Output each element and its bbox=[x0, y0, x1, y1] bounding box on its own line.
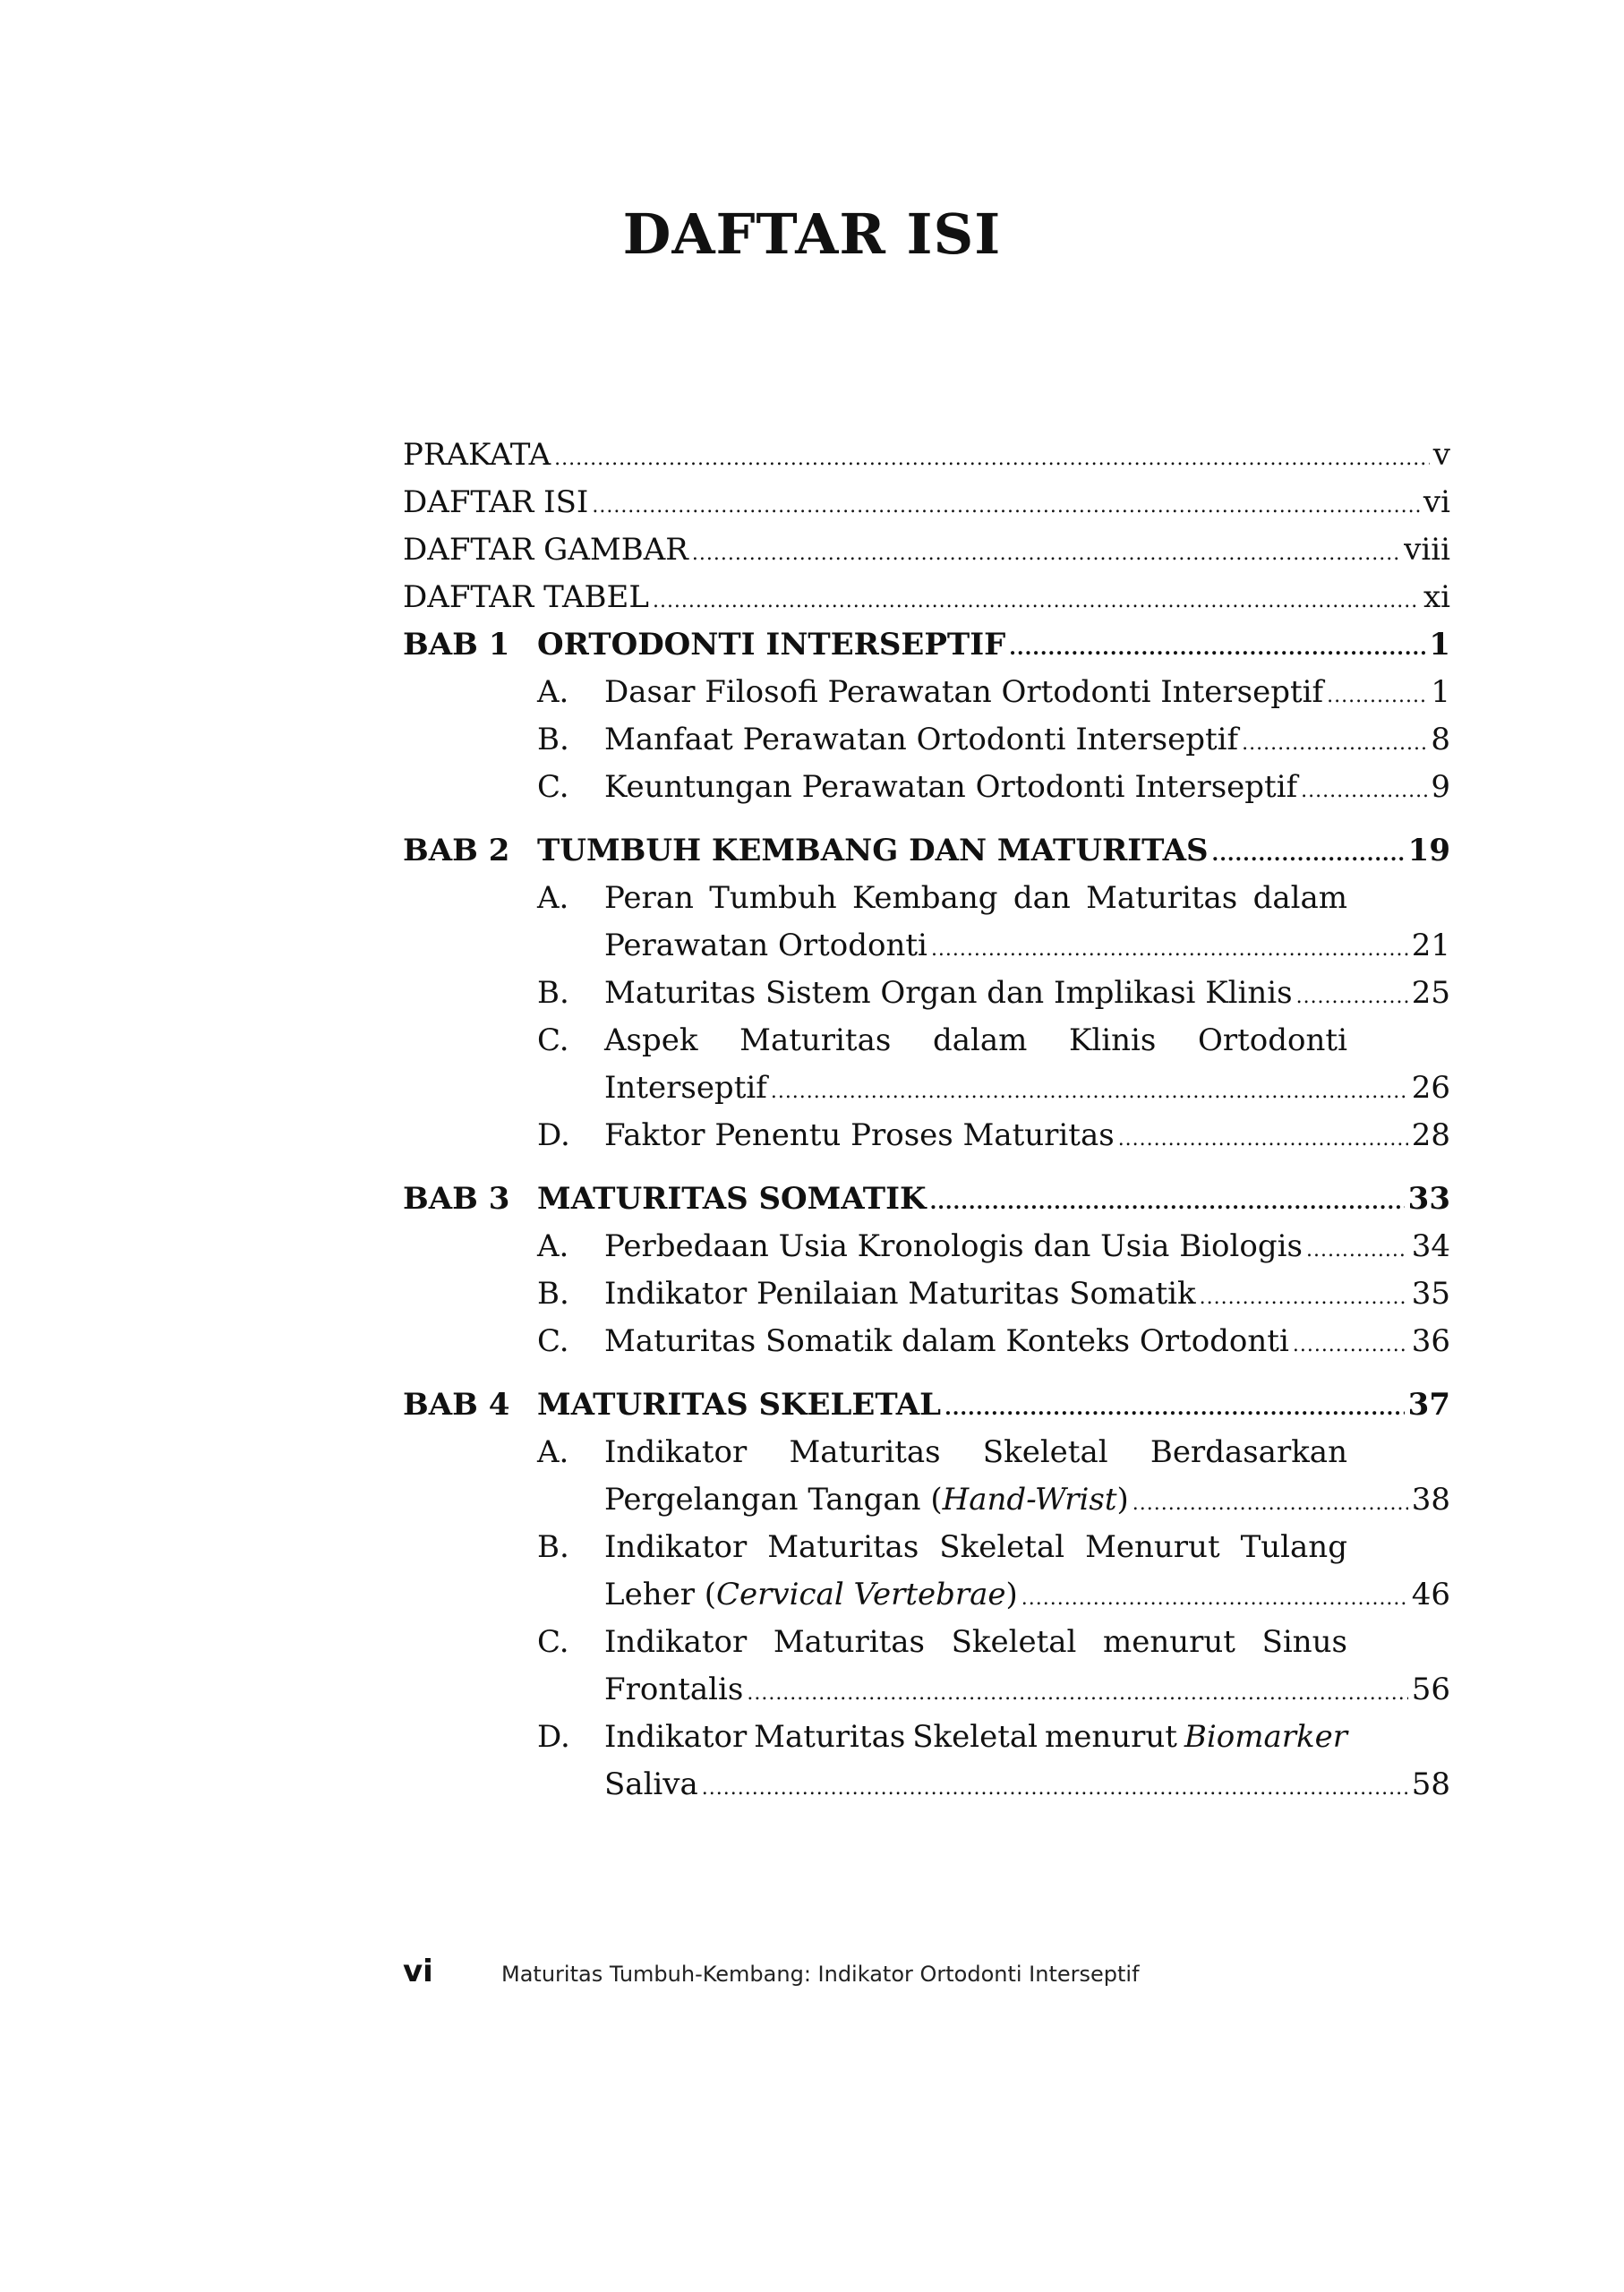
toc-section[interactable] bbox=[403, 1228, 1450, 1276]
section-letter: A. bbox=[537, 674, 569, 710]
chapter-number: BAB 1 bbox=[403, 627, 510, 663]
section-letter: B. bbox=[537, 975, 569, 1011]
section-page: 21 bbox=[1411, 928, 1450, 963]
dot-leader bbox=[747, 1682, 1407, 1705]
dot-leader bbox=[1242, 732, 1427, 755]
section-page: 25 bbox=[1411, 975, 1450, 1011]
dot-leader bbox=[592, 495, 1420, 517]
chapter-page: 37 bbox=[1407, 1387, 1450, 1423]
section-page: 1 bbox=[1431, 674, 1450, 710]
toc-entry-label: DAFTAR ISI bbox=[403, 484, 589, 520]
toc-section[interactable] bbox=[403, 722, 1450, 769]
dot-leader bbox=[692, 543, 1400, 565]
dot-leader bbox=[702, 1777, 1408, 1800]
section-title-line2: Perawatan Ortodonti bbox=[604, 928, 927, 963]
toc-entry-label: DAFTAR GAMBAR bbox=[403, 532, 688, 568]
dot-leader bbox=[1306, 1239, 1408, 1261]
toc-entry-label: DAFTAR TABEL bbox=[403, 579, 649, 615]
dot-leader bbox=[1212, 842, 1405, 866]
toc-section-cont[interactable] bbox=[403, 1070, 1450, 1117]
section-letter: A. bbox=[537, 1228, 569, 1264]
toc-section-cont[interactable] bbox=[403, 1672, 1450, 1719]
toc-section-cont[interactable] bbox=[403, 1577, 1450, 1624]
toc-section-cont[interactable] bbox=[403, 1482, 1450, 1529]
toc-entry-page: v bbox=[1432, 437, 1450, 473]
chapter-title: MATURITAS SOMATIK bbox=[537, 1181, 927, 1217]
dot-leader bbox=[930, 1191, 1405, 1214]
page-footer bbox=[403, 1954, 1388, 1989]
dot-leader bbox=[1293, 1334, 1408, 1356]
section-title-line2: Frontalis bbox=[604, 1672, 744, 1707]
toc-section[interactable] bbox=[403, 880, 1450, 928]
dot-leader bbox=[944, 1397, 1405, 1420]
dot-leader bbox=[1327, 685, 1427, 707]
section-page: 36 bbox=[1411, 1323, 1450, 1359]
toc-section-cont[interactable] bbox=[403, 1766, 1450, 1814]
toc-entry-page: xi bbox=[1423, 579, 1450, 615]
toc-section[interactable] bbox=[403, 1117, 1450, 1165]
toc-section[interactable] bbox=[403, 674, 1450, 722]
section-letter: A. bbox=[537, 880, 569, 916]
toc-section-cont[interactable] bbox=[403, 928, 1450, 975]
section-page: 38 bbox=[1411, 1482, 1450, 1518]
section-title: Perbedaan Usia Kronologis dan Usia Biologis bbox=[604, 1228, 1303, 1264]
toc-section[interactable] bbox=[403, 1719, 1450, 1766]
section-letter: A. bbox=[537, 1434, 569, 1470]
chapter-number: BAB 3 bbox=[403, 1181, 510, 1217]
section-title: Faktor Penentu Proses Maturitas bbox=[604, 1117, 1115, 1153]
toc-entry-label: PRAKATA bbox=[403, 437, 551, 473]
chapter-title: MATURITAS SKELETAL bbox=[537, 1387, 942, 1423]
section-letter: C. bbox=[537, 1624, 569, 1660]
section-page: 9 bbox=[1431, 769, 1450, 805]
section-title: Keuntungan Perawatan Ortodonti Interseptif bbox=[604, 769, 1298, 805]
toc-section[interactable] bbox=[403, 975, 1450, 1022]
toc-entry-daftar-gambar[interactable] bbox=[403, 532, 1450, 579]
table-of-contents bbox=[403, 437, 1450, 1814]
dot-leader bbox=[554, 448, 1430, 470]
dot-leader bbox=[771, 1081, 1408, 1103]
dot-leader bbox=[1296, 986, 1408, 1008]
section-page: 8 bbox=[1431, 722, 1450, 757]
section-title: Manfaat Perawatan Ortodonti Interseptif bbox=[604, 722, 1239, 757]
section-title-line1: Indikator Maturitas Skeletal menurut Sinus bbox=[604, 1624, 1347, 1660]
toc-chapter-2[interactable] bbox=[403, 833, 1450, 880]
section-letter: B. bbox=[537, 1276, 569, 1312]
chapter-page: 19 bbox=[1407, 833, 1450, 868]
chapter-page: 33 bbox=[1407, 1181, 1450, 1217]
section-letter: B. bbox=[537, 722, 569, 757]
toc-section[interactable] bbox=[403, 1434, 1450, 1482]
section-page: 34 bbox=[1411, 1228, 1450, 1264]
toc-chapter-3[interactable] bbox=[403, 1181, 1450, 1228]
toc-section[interactable] bbox=[403, 1022, 1450, 1070]
chapter-title: ORTODONTI INTERSEPTIF bbox=[537, 627, 1006, 663]
dot-leader bbox=[1133, 1492, 1408, 1515]
toc-section[interactable] bbox=[403, 1529, 1450, 1577]
section-letter: C. bbox=[537, 769, 569, 805]
toc-entry-page: vi bbox=[1423, 484, 1450, 520]
section-page: 26 bbox=[1411, 1070, 1450, 1106]
section-page: 46 bbox=[1411, 1577, 1450, 1612]
section-letter: C. bbox=[537, 1022, 569, 1058]
section-title-line2: Pergelangan Tangan (Hand-Wrist) bbox=[604, 1482, 1129, 1518]
section-title-line1: Peran Tumbuh Kembang dan Maturitas dalam bbox=[604, 880, 1347, 916]
footer-page-number: vi bbox=[403, 1954, 433, 1989]
section-title-line2: Leher (Cervical Vertebrae) bbox=[604, 1577, 1018, 1612]
section-title: Dasar Filosofi Perawatan Ortodonti Interseptif bbox=[604, 674, 1324, 710]
section-letter: D. bbox=[537, 1719, 570, 1755]
section-page: 28 bbox=[1411, 1117, 1450, 1153]
chapter-page: 1 bbox=[1429, 627, 1450, 663]
section-title-line2: Interseptif bbox=[604, 1070, 767, 1106]
section-title: Indikator Penilaian Maturitas Somatik bbox=[604, 1276, 1196, 1312]
section-title: Maturitas Somatik dalam Konteks Ortodonti bbox=[604, 1323, 1289, 1359]
section-letter: B. bbox=[537, 1529, 569, 1565]
section-title-line1: Indikator Maturitas Skeletal Menurut Tulang bbox=[604, 1529, 1347, 1565]
section-title-line1: Aspek Maturitas dalam Klinis Ortodonti bbox=[604, 1022, 1347, 1058]
dot-leader bbox=[1118, 1128, 1408, 1150]
page-title: DAFTAR ISI bbox=[622, 201, 1002, 267]
section-letter: C. bbox=[537, 1323, 569, 1359]
dot-leader bbox=[1301, 780, 1427, 802]
section-title-line1: Indikator Maturitas Skeletal Berdasarkan bbox=[604, 1434, 1347, 1470]
toc-entry-prakata[interactable] bbox=[403, 437, 1450, 484]
toc-section[interactable] bbox=[403, 1624, 1450, 1672]
chapter-number: BAB 4 bbox=[403, 1387, 510, 1423]
dot-leader bbox=[1200, 1287, 1408, 1309]
toc-entry-daftar-tabel[interactable] bbox=[403, 579, 1450, 627]
toc-entry-page: viii bbox=[1404, 532, 1450, 568]
chapter-number: BAB 2 bbox=[403, 833, 510, 868]
dot-leader bbox=[1009, 637, 1425, 660]
footer-book-title: Maturitas Tumbuh-Kembang: Indikator Ortodonti Interseptif bbox=[501, 1962, 1140, 1987]
dot-leader bbox=[653, 590, 1420, 612]
section-letter: D. bbox=[537, 1117, 570, 1153]
toc-section[interactable] bbox=[403, 1276, 1450, 1323]
toc-section[interactable] bbox=[403, 1323, 1450, 1371]
section-title-line1: Indikator Maturitas Skeletal menurut Biomarker bbox=[604, 1719, 1347, 1755]
toc-section[interactable] bbox=[403, 769, 1450, 817]
toc-chapter-4[interactable] bbox=[403, 1387, 1450, 1434]
toc-entry-daftar-isi[interactable] bbox=[403, 484, 1450, 532]
section-page: 35 bbox=[1411, 1276, 1450, 1312]
section-page: 58 bbox=[1411, 1766, 1450, 1802]
section-title-line2: Saliva bbox=[604, 1766, 698, 1802]
section-page: 56 bbox=[1411, 1672, 1450, 1707]
chapter-title: TUMBUH KEMBANG DAN MATURITAS bbox=[537, 833, 1209, 868]
section-title: Maturitas Sistem Organ dan Implikasi Klinis bbox=[604, 975, 1293, 1011]
toc-chapter-1[interactable] bbox=[403, 627, 1450, 674]
dot-leader bbox=[931, 938, 1408, 961]
dot-leader bbox=[1021, 1587, 1408, 1610]
